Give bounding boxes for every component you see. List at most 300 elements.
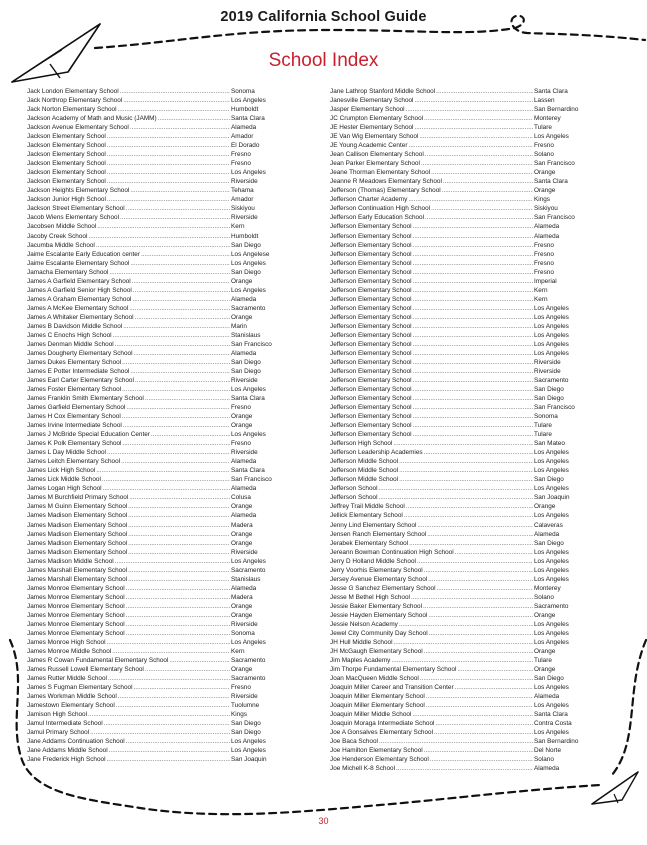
dot-leader bbox=[423, 602, 533, 611]
dot-leader bbox=[413, 295, 533, 304]
dot-leader bbox=[436, 87, 533, 96]
dot-leader bbox=[126, 593, 230, 602]
index-entry bbox=[330, 737, 600, 746]
school-name: Jessie Baker Elementary School bbox=[330, 602, 422, 610]
county-name: Orange bbox=[231, 503, 253, 511]
index-entry bbox=[330, 96, 600, 105]
school-name: James Russell Lowell Elementary School bbox=[27, 666, 144, 673]
dot-leader bbox=[391, 656, 533, 665]
dot-leader bbox=[434, 728, 533, 737]
dot-leader bbox=[118, 105, 230, 114]
dot-leader bbox=[411, 593, 533, 602]
school-name: Jellick Elementary School bbox=[330, 512, 403, 520]
county-name: Los Angeles bbox=[534, 684, 569, 692]
school-name: James Logan High School bbox=[27, 485, 102, 493]
county-name: Solano bbox=[534, 593, 554, 601]
dot-leader bbox=[128, 566, 230, 575]
county-name: Orange bbox=[231, 666, 253, 673]
dot-leader bbox=[126, 204, 230, 213]
school-name: Jefferson (Thomas) Elementary School bbox=[330, 187, 441, 195]
index-entry bbox=[330, 322, 600, 331]
school-name: Joe Michell K-8 School bbox=[330, 765, 396, 773]
county-name: San Diego bbox=[231, 268, 261, 276]
index-entry bbox=[330, 493, 600, 502]
page-title: School Index bbox=[268, 50, 379, 71]
index-entry bbox=[27, 602, 297, 611]
index-entry bbox=[27, 728, 297, 737]
school-name: Janesville Elementary School bbox=[330, 97, 414, 105]
school-name: Jeffrey Trail Middle School bbox=[330, 503, 405, 511]
county-name: Riverside bbox=[534, 367, 561, 375]
dot-leader bbox=[88, 232, 230, 241]
dot-leader bbox=[128, 548, 230, 557]
county-name: Los Angeles bbox=[534, 729, 569, 737]
dot-leader bbox=[129, 493, 230, 502]
school-name: Jack Norton Elementary School bbox=[27, 106, 117, 114]
school-name: Jefferson Early Education School bbox=[330, 214, 425, 222]
index-entry bbox=[27, 376, 297, 385]
index-entry bbox=[27, 114, 297, 123]
index-entry bbox=[330, 439, 600, 448]
dot-leader bbox=[413, 286, 533, 295]
county-name: Stanislaus bbox=[231, 575, 261, 583]
index-entry bbox=[27, 132, 297, 141]
school-name: Jenny Lind Elementary School bbox=[330, 521, 417, 529]
county-name: Sacramento bbox=[534, 377, 569, 384]
county-name: Santa Clara bbox=[534, 88, 568, 95]
index-entry bbox=[330, 575, 600, 584]
county-name: San Joaquin bbox=[534, 494, 570, 502]
dot-leader bbox=[413, 313, 533, 322]
county-name: Calaveras bbox=[534, 521, 563, 529]
school-name: Jefferson Elementary School bbox=[330, 404, 412, 412]
dot-leader bbox=[90, 728, 230, 737]
index-entry bbox=[27, 521, 297, 530]
school-name: James E Potter Intermediate School bbox=[27, 367, 130, 375]
county-name: Alameda bbox=[534, 693, 560, 701]
county-name: Solano bbox=[534, 756, 554, 764]
dot-leader bbox=[151, 430, 230, 439]
school-name: Jefferson Elementary School bbox=[330, 304, 412, 312]
school-name: James Marshall Elementary School bbox=[27, 566, 128, 574]
county-name: San Diego bbox=[534, 675, 564, 683]
school-name: Jefferson Elementary School bbox=[330, 295, 412, 303]
dot-leader bbox=[393, 439, 533, 448]
school-name: Jereann Bowman Continuation High School bbox=[330, 548, 454, 556]
county-name: Santa Clara bbox=[534, 178, 568, 186]
school-name: Jefferson Middle School bbox=[330, 458, 399, 466]
county-name: Fresno bbox=[534, 259, 554, 267]
county-name: Fresno bbox=[231, 160, 251, 168]
county-name: Orange bbox=[231, 313, 253, 321]
dot-leader bbox=[413, 259, 533, 268]
index-entry bbox=[330, 141, 600, 150]
school-name: Jacobsen Middle School bbox=[27, 223, 97, 231]
index-entry bbox=[27, 466, 297, 475]
index-entry bbox=[27, 177, 297, 186]
school-name: Jersey Avenue Elementary School bbox=[330, 575, 428, 583]
dot-leader bbox=[421, 159, 533, 168]
dot-leader bbox=[424, 647, 533, 656]
dot-leader bbox=[122, 412, 230, 421]
index-entry bbox=[330, 728, 600, 737]
school-name: James Monroe Middle School bbox=[27, 647, 112, 655]
school-name: Jefferson Elementary School bbox=[330, 395, 412, 403]
school-name: James Monroe Elementary School bbox=[27, 593, 125, 601]
index-entry bbox=[330, 430, 600, 439]
school-name: Jackson Avenue Elementary School bbox=[27, 124, 129, 132]
county-name: Orange bbox=[231, 539, 253, 547]
county-name: Madera bbox=[231, 593, 253, 601]
county-name: Sacramento bbox=[231, 675, 266, 683]
index-entry bbox=[330, 611, 600, 620]
school-name: James Garfield Elementary School bbox=[27, 404, 126, 412]
index-entry bbox=[330, 204, 600, 213]
index-entry bbox=[330, 683, 600, 692]
index-entry bbox=[330, 295, 600, 304]
index-entry bbox=[27, 213, 297, 222]
dot-leader bbox=[404, 511, 533, 520]
index-entry bbox=[27, 502, 297, 511]
school-name: Jean Callison Elementary School bbox=[330, 151, 424, 159]
index-entry bbox=[27, 620, 297, 629]
index-entry bbox=[27, 186, 297, 195]
school-name: Jefferson Elementary School bbox=[330, 358, 412, 366]
index-entry bbox=[27, 96, 297, 105]
school-name: James Marshall Elementary School bbox=[27, 575, 128, 583]
index-entry bbox=[27, 367, 297, 376]
index-entry bbox=[330, 466, 600, 475]
index-entry bbox=[330, 593, 600, 602]
county-name: Riverside bbox=[231, 377, 258, 384]
school-name: Jefferson Elementary School bbox=[330, 331, 412, 339]
dot-leader bbox=[128, 502, 230, 511]
school-name: Jackson Street Elementary School bbox=[27, 205, 125, 213]
index-entry bbox=[27, 575, 297, 584]
index-entry bbox=[330, 213, 600, 222]
county-name: Orange bbox=[231, 602, 253, 610]
index-entry bbox=[27, 403, 297, 412]
dot-leader bbox=[399, 620, 533, 629]
school-name: Jefferson Elementary School bbox=[330, 259, 412, 267]
county-name: Los Angeles bbox=[231, 259, 266, 267]
county-name: San Diego bbox=[231, 367, 261, 375]
dot-leader bbox=[431, 168, 533, 177]
school-name: Joan MacQueen Middle School bbox=[330, 675, 419, 683]
dot-leader bbox=[130, 186, 230, 195]
index-entry bbox=[27, 268, 297, 277]
school-name: James M Guinn Elementary School bbox=[27, 503, 128, 511]
dot-leader bbox=[118, 692, 230, 701]
school-name: James Madison Elementary School bbox=[27, 530, 128, 538]
county-name: Alameda bbox=[534, 232, 560, 240]
dot-leader bbox=[413, 421, 533, 430]
school-name: Jefferson Elementary School bbox=[330, 413, 412, 421]
dot-leader bbox=[413, 250, 533, 259]
county-name: Amador bbox=[231, 133, 254, 141]
index-entry bbox=[330, 502, 600, 511]
county-name: Tulare bbox=[534, 431, 552, 439]
dot-leader bbox=[413, 340, 533, 349]
dot-leader bbox=[414, 96, 533, 105]
index-entry bbox=[330, 448, 600, 457]
school-name: Jefferson Leadership Academies bbox=[330, 449, 423, 457]
index-entry bbox=[27, 755, 297, 764]
county-name: Del Norte bbox=[534, 747, 561, 755]
county-name: Colusa bbox=[231, 494, 251, 502]
county-name: Humboldt bbox=[231, 106, 259, 114]
school-name: Jefferson Elementary School bbox=[330, 286, 412, 294]
dot-leader bbox=[424, 566, 533, 575]
county-name: Riverside bbox=[231, 214, 258, 222]
index-entry bbox=[27, 647, 297, 656]
school-name: Jefferson Elementary School bbox=[330, 232, 412, 240]
school-name: Jefferson Charter Academy bbox=[330, 196, 408, 204]
county-name: Imperial bbox=[534, 277, 557, 285]
dot-leader bbox=[107, 638, 230, 647]
index-entry bbox=[330, 620, 600, 629]
index-entry bbox=[330, 195, 600, 204]
county-name: Alameda bbox=[534, 530, 560, 538]
dot-leader bbox=[107, 159, 230, 168]
county-name: Orange bbox=[534, 169, 556, 177]
dot-leader bbox=[107, 132, 230, 141]
county-name: Santa Clara bbox=[231, 467, 265, 475]
county-name: Los Angeles bbox=[231, 286, 266, 294]
school-name: JH McGaugh Elementary School bbox=[330, 647, 423, 655]
index-entry bbox=[27, 322, 297, 331]
index-entry bbox=[27, 232, 297, 241]
school-name: Joaquin Miller Elementary School bbox=[330, 693, 425, 701]
county-name: Fresno bbox=[534, 268, 554, 276]
index-entry bbox=[330, 349, 600, 358]
dot-leader bbox=[399, 466, 533, 475]
county-name: Los Angeles bbox=[231, 557, 266, 565]
dot-leader bbox=[135, 313, 230, 322]
school-name: Jensen Ranch Elementary School bbox=[330, 530, 427, 538]
dot-leader bbox=[413, 277, 533, 286]
school-name: Jane Lathrop Stanford Middle School bbox=[330, 88, 436, 95]
school-name: Jacob Wiens Elementary School bbox=[27, 214, 119, 222]
county-name: Orange bbox=[231, 277, 253, 285]
county-name: San Joaquin bbox=[231, 756, 267, 764]
index-entry bbox=[330, 566, 600, 575]
county-name: Los Angeles bbox=[534, 133, 569, 141]
dot-leader bbox=[379, 484, 534, 493]
index-entry bbox=[27, 683, 297, 692]
county-name: Los Angeles bbox=[231, 386, 266, 394]
school-name: Jesse G Sanchez Elementary School bbox=[330, 584, 436, 592]
county-name: Tuolumne bbox=[231, 702, 260, 710]
dot-leader bbox=[126, 584, 230, 593]
school-name: James M Burchfield Primary School bbox=[27, 494, 129, 502]
index-entry bbox=[330, 484, 600, 493]
index-entry bbox=[27, 277, 297, 286]
school-name: James L Day Middle School bbox=[27, 449, 106, 457]
county-name: El Dorado bbox=[231, 142, 260, 150]
index-entry bbox=[330, 132, 600, 141]
index-entry bbox=[27, 304, 297, 313]
index-entry bbox=[27, 250, 297, 259]
school-name: Jack Northrop Elementary School bbox=[27, 97, 123, 105]
county-name: Contra Costa bbox=[534, 720, 572, 728]
dot-leader bbox=[413, 304, 533, 313]
guide-title: 2019 California School Guide bbox=[220, 9, 427, 25]
index-entry bbox=[330, 764, 600, 773]
county-name: Fresno bbox=[534, 241, 554, 249]
dot-leader bbox=[158, 114, 230, 123]
county-name: Los Angeles bbox=[534, 331, 569, 339]
school-name: Jackson Elementary School bbox=[27, 169, 106, 177]
school-name: James Madison Elementary School bbox=[27, 512, 128, 520]
county-name: San Diego bbox=[534, 476, 564, 484]
dot-leader bbox=[443, 177, 533, 186]
county-name: Alameda bbox=[534, 765, 560, 773]
school-name: James Dukes Elementary School bbox=[27, 358, 122, 366]
index-entry bbox=[27, 286, 297, 295]
school-name: Joaquin Miller Middle School bbox=[330, 711, 412, 719]
county-name: Humboldt bbox=[231, 232, 259, 240]
school-name: Jesse M Bethel High School bbox=[330, 593, 410, 601]
index-entry bbox=[330, 232, 600, 241]
county-name: San Diego bbox=[231, 358, 261, 366]
county-name: Fresno bbox=[231, 684, 251, 692]
dot-leader bbox=[430, 755, 533, 764]
dot-leader bbox=[413, 430, 533, 439]
county-name: Alameda bbox=[231, 295, 257, 303]
dot-leader bbox=[141, 250, 230, 259]
index-entry bbox=[330, 602, 600, 611]
dot-leader bbox=[413, 241, 533, 250]
dot-leader bbox=[426, 692, 533, 701]
school-name: Jefferson School bbox=[330, 485, 378, 493]
school-name: Joe A Gonsalves Elementary School bbox=[330, 729, 434, 737]
school-name: Jasper Elementary School bbox=[330, 106, 405, 114]
dot-leader bbox=[121, 457, 230, 466]
dot-leader bbox=[130, 123, 230, 132]
county-name: Siskiyou bbox=[231, 205, 255, 213]
county-name: Sonoma bbox=[231, 629, 255, 637]
county-name: San Francisco bbox=[231, 476, 272, 484]
index-entry bbox=[27, 141, 297, 150]
school-name: Jane Frederick High School bbox=[27, 756, 106, 764]
index-entry bbox=[330, 376, 600, 385]
school-name: James A Graham Elementary School bbox=[27, 295, 132, 303]
dot-leader bbox=[128, 539, 230, 548]
index-entry bbox=[330, 457, 600, 466]
county-name: Sacramento bbox=[231, 656, 266, 664]
dot-leader bbox=[145, 665, 230, 674]
county-name: Los Angeles bbox=[534, 548, 569, 556]
county-name: Los Angeles bbox=[534, 575, 569, 583]
index-entry bbox=[330, 539, 600, 548]
school-name: James Madison Elementary School bbox=[27, 539, 128, 547]
county-name: Alameda bbox=[231, 512, 257, 520]
index-entry bbox=[330, 746, 600, 755]
dot-leader bbox=[399, 475, 533, 484]
dot-leader bbox=[413, 322, 533, 331]
dot-leader bbox=[169, 656, 230, 665]
index-entry bbox=[330, 304, 600, 313]
dot-leader bbox=[112, 647, 230, 656]
dot-leader bbox=[128, 521, 230, 530]
index-entry bbox=[27, 222, 297, 231]
school-name: Jerry Voorhis Elementary School bbox=[330, 566, 423, 574]
index-entry bbox=[27, 566, 297, 575]
dot-leader bbox=[123, 96, 230, 105]
index-entry bbox=[330, 692, 600, 701]
index-entry bbox=[330, 150, 600, 159]
county-name: San Diego bbox=[534, 539, 564, 547]
dot-leader bbox=[102, 475, 230, 484]
school-name: Jackson Academy of Math and Music (JAMM) bbox=[27, 115, 157, 123]
county-name: Monterey bbox=[534, 584, 561, 592]
dot-leader bbox=[129, 304, 230, 313]
county-name: Riverside bbox=[231, 693, 258, 701]
index-entry bbox=[27, 421, 297, 430]
school-name: Jerabek Elementary School bbox=[330, 539, 409, 547]
index-entry bbox=[330, 367, 600, 376]
dot-leader bbox=[88, 710, 230, 719]
school-name: Jefferson Elementary School bbox=[330, 241, 412, 249]
dot-leader bbox=[120, 213, 230, 222]
county-name: Stanislaus bbox=[231, 331, 261, 339]
county-name: Riverside bbox=[231, 449, 258, 457]
county-name: Riverside bbox=[231, 178, 258, 186]
school-name: Jefferson Elementary School bbox=[330, 349, 412, 357]
county-name: San Bernardino bbox=[534, 738, 579, 746]
county-name: San Francisco bbox=[534, 160, 575, 168]
county-name: Fresno bbox=[231, 440, 251, 448]
county-name: Los Angeles bbox=[231, 431, 266, 439]
index-entry bbox=[27, 385, 297, 394]
school-name: Jewel City Community Day School bbox=[330, 629, 428, 637]
dot-leader bbox=[413, 403, 533, 412]
dot-leader bbox=[108, 674, 230, 683]
dot-leader bbox=[406, 502, 533, 511]
county-name: Los Angeles bbox=[534, 349, 569, 357]
dot-leader bbox=[425, 150, 533, 159]
dot-leader bbox=[409, 539, 533, 548]
index-entry bbox=[27, 665, 297, 674]
school-name: Jamul Intermediate School bbox=[27, 720, 103, 728]
index-entry bbox=[330, 656, 600, 665]
dot-leader bbox=[134, 349, 231, 358]
dot-leader bbox=[96, 466, 230, 475]
dot-leader bbox=[424, 448, 533, 457]
school-name: Joe Henderson Elementary School bbox=[330, 756, 429, 764]
dot-leader bbox=[424, 746, 533, 755]
index-entry bbox=[27, 457, 297, 466]
index-entry bbox=[330, 331, 600, 340]
index-entry bbox=[27, 493, 297, 502]
dot-leader bbox=[145, 394, 230, 403]
county-name: Los Angeles bbox=[231, 638, 266, 646]
school-name: Jackson Elementary School bbox=[27, 133, 106, 141]
dot-leader bbox=[107, 755, 230, 764]
county-name: Kern bbox=[534, 295, 548, 303]
index-entry bbox=[27, 105, 297, 114]
index-entry bbox=[330, 403, 600, 412]
county-name: Los Angeles bbox=[534, 557, 569, 565]
school-name: Jane Addams Continuation School bbox=[27, 738, 125, 746]
index-entry bbox=[27, 295, 297, 304]
school-name: Jefferson High School bbox=[330, 440, 393, 448]
school-name: Jefferson Elementary School bbox=[330, 340, 412, 348]
dot-leader bbox=[424, 114, 533, 123]
school-name: Jim Maples Academy bbox=[330, 656, 391, 664]
county-name: Los Angeles bbox=[534, 322, 569, 330]
